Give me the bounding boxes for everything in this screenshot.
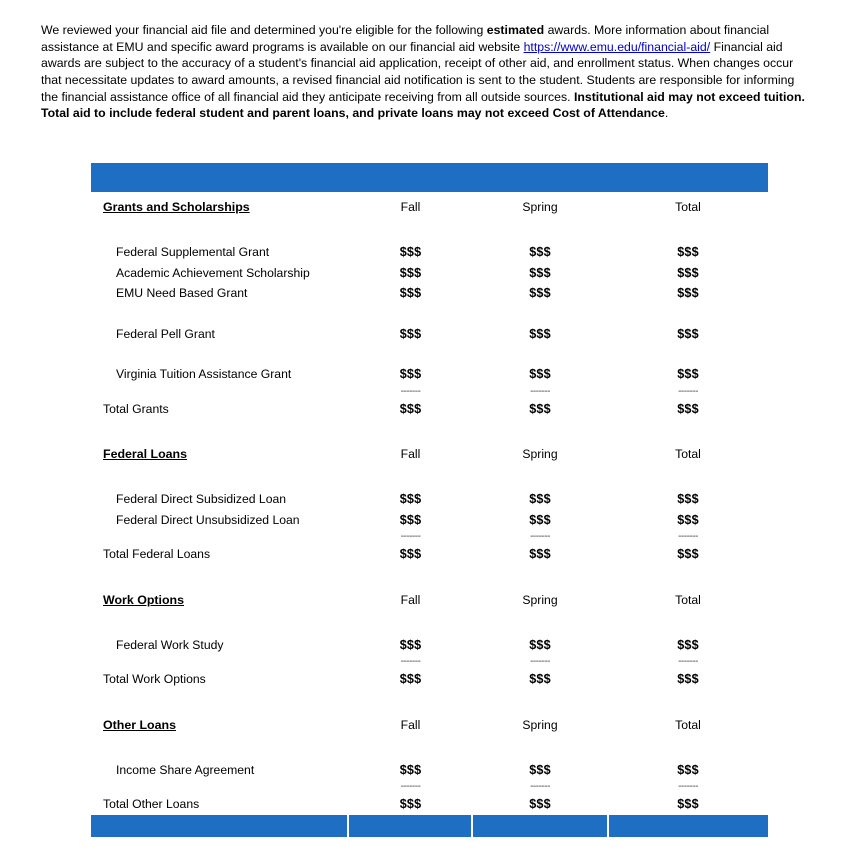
rule-total: -------	[678, 781, 698, 792]
award-fall-amount: $$$	[399, 245, 422, 260]
section-heading-other-loans: Other Loans	[103, 717, 176, 732]
table-row	[91, 324, 768, 345]
total-spring-amount: $$$	[529, 797, 551, 812]
total-row-other-loans	[91, 794, 768, 815]
total-fall-amount: $$$	[399, 547, 422, 562]
term-total-other-loans: Total	[675, 717, 701, 732]
award-fall-amount: $$$	[399, 512, 422, 527]
subtotal-rule-row	[91, 385, 768, 399]
term-fall-work-options: Fall	[400, 592, 421, 607]
awards-table	[91, 163, 768, 815]
award-spring-amount: $$$	[529, 245, 551, 260]
subtotal-rule-row	[91, 530, 768, 544]
award-total-amount: $$$	[677, 265, 699, 280]
intro-bold-estimated: estimated	[486, 23, 545, 38]
rule-total: -------	[678, 531, 698, 542]
award-total-amount: $$$	[677, 367, 699, 382]
award-fall-amount: $$$	[399, 762, 422, 777]
award-name: Federal Direct Unsubsidized Loan	[116, 512, 300, 527]
total-total-amount: $$$	[677, 401, 699, 416]
award-name: Federal Direct Subsidized Loan	[116, 492, 287, 507]
award-name: EMU Need Based Grant	[116, 286, 248, 301]
section-header-row-work-options	[91, 585, 768, 615]
total-row-grants	[91, 399, 768, 420]
award-spring-amount: $$$	[529, 367, 551, 382]
table-row	[91, 283, 768, 304]
term-spring-other-loans: Spring	[522, 717, 558, 732]
award-spring-amount: $$$	[529, 637, 551, 652]
section-heading-grants: Grants and Scholarships	[103, 200, 250, 214]
total-total-amount: $$$	[677, 672, 699, 687]
total-row-work-options	[91, 669, 768, 690]
table-row	[91, 242, 768, 263]
award-fall-amount: $$$	[399, 286, 422, 301]
total-fall-amount: $$$	[399, 401, 422, 416]
subtotal-rule-row	[91, 655, 768, 669]
award-spring-amount: $$$	[529, 326, 551, 341]
total-total-amount: $$$	[677, 547, 699, 562]
award-fall-amount: $$$	[399, 265, 422, 280]
term-spring-grants: Spring	[522, 200, 558, 214]
rule-fall: -------	[400, 656, 421, 667]
total-spring-amount: $$$	[529, 401, 551, 416]
subtotal-rule-row	[91, 780, 768, 794]
intro-paragraph	[41, 22, 813, 122]
rule-fall: -------	[400, 531, 421, 542]
award-name: Federal Pell Grant	[116, 326, 215, 341]
term-fall-other-loans: Fall	[400, 717, 421, 732]
award-total-amount: $$$	[677, 245, 699, 260]
table-row	[91, 635, 768, 656]
awards-footer-band	[91, 815, 768, 837]
section-header-row-other-loans	[91, 710, 768, 740]
rule-total: -------	[678, 656, 698, 667]
award-total-amount: $$$	[677, 512, 699, 527]
award-total-amount: $$$	[677, 637, 699, 652]
award-fall-amount: $$$	[399, 326, 422, 341]
award-total-amount: $$$	[677, 762, 699, 777]
total-label: Total Other Loans	[103, 797, 200, 812]
intro-text-2: awards. More information about financial assistance at EMU and specific award programs is available on our financial aid website	[41, 23, 770, 54]
term-spring-work-options: Spring	[522, 592, 558, 607]
award-spring-amount: $$$	[529, 492, 551, 507]
term-total-federal-loans: Total	[675, 447, 701, 461]
financial-aid-website-link[interactable]: https://www.emu.edu/financial-aid/	[523, 39, 711, 54]
rule-spring: -------	[530, 781, 550, 792]
awards-title: Awards	[103, 168, 157, 185]
intro-bold-policy: Institutional aid may not exceed tuition. Total aid to include federal student and parent loans, and private loans may not exceed Cost of Attendance	[41, 89, 805, 121]
section-heading-work-options: Work Options	[103, 592, 184, 607]
table-row	[91, 489, 768, 510]
section-header-row-federal-loans	[91, 439, 768, 469]
award-name: Income Share Agreement	[116, 762, 255, 777]
total-label: Total Federal Loans	[103, 547, 211, 562]
award-spring-amount: $$$	[529, 265, 551, 280]
table-row	[91, 510, 768, 531]
award-name: Federal Supplemental Grant	[116, 245, 270, 260]
total-fall-amount: $$$	[399, 672, 422, 687]
rule-fall: -------	[400, 781, 421, 792]
term-total-grants: Total	[675, 200, 701, 214]
award-total-amount: $$$	[677, 326, 699, 341]
award-name: Federal Work Study	[116, 637, 224, 652]
award-spring-amount: $$$	[529, 762, 551, 777]
award-fall-amount: $$$	[399, 367, 422, 382]
total-row-federal-loans	[91, 544, 768, 565]
table-row	[91, 760, 768, 781]
term-fall-grants: Fall	[400, 200, 421, 214]
term-total-work-options: Total	[675, 592, 701, 607]
intro-text-1: We reviewed your financial aid file and determined you're eligible for the following	[41, 23, 487, 38]
award-fall-amount: $$$	[399, 492, 422, 507]
term-spring-federal-loans: Spring	[522, 447, 558, 461]
award-name: Virginia Tuition Assistance Grant	[116, 367, 292, 382]
award-fall-amount: $$$	[399, 637, 422, 652]
award-name: Academic Achievement Scholarship	[116, 265, 310, 280]
table-header-row	[91, 163, 768, 192]
section-header-row-grants	[91, 192, 768, 222]
award-total-amount: $$$	[677, 492, 699, 507]
table-row	[91, 364, 768, 385]
award-spring-amount: $$$	[529, 286, 551, 301]
intro-text-3: Financial aid awards are subject to the accuracy of a student's financial aid application, receipt of other aid, and enrollment status. When changes occur that necessitate updates to award amounts, a revised financial aid notification is sent to the student. Students are responsible for informing the financial assistance office of all financial aid they anticipate receiving from all outside sources.	[41, 39, 795, 104]
total-total-amount: $$$	[677, 797, 699, 812]
rule-spring: -------	[530, 531, 550, 542]
table-row	[91, 263, 768, 284]
award-total-amount: $$$	[677, 286, 699, 301]
total-label: Total Grants	[103, 401, 169, 416]
rule-total: -------	[678, 385, 698, 397]
section-heading-federal-loans: Federal Loans	[103, 447, 188, 461]
award-spring-amount: $$$	[529, 512, 551, 527]
rule-fall: -------	[400, 385, 421, 397]
rule-spring: -------	[530, 385, 550, 397]
intro-text-4: .	[664, 106, 669, 121]
term-fall-federal-loans: Fall	[400, 447, 421, 461]
total-fall-amount: $$$	[399, 797, 422, 812]
total-label: Total Work Options	[103, 672, 206, 687]
rule-spring: -------	[530, 656, 550, 667]
total-spring-amount: $$$	[529, 547, 551, 562]
total-spring-amount: $$$	[529, 672, 551, 687]
